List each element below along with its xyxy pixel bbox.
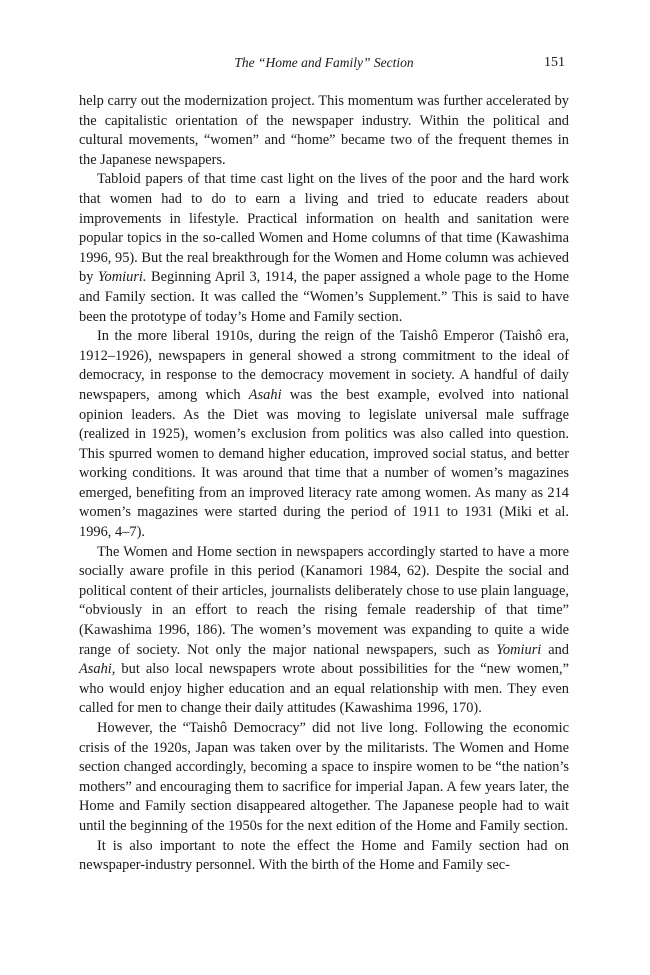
paragraph-text: However, the “Taishô Democracy” did not live long. Following the economic crisis of the 1920s, Japan was taken over by the militarists. The Women and Home section changed accordingly, becoming a space to inspire women to be “the nation’s mothers” and encouraging them to sacrifice for imperial Japan. A few years later, the Home and Family section disappeared altogether. The Japanese people had to wait until the beginning of the 1950s for the next edition of the Home and Family section. [79,720,569,834]
italic-text: Yomiuri [496,641,542,658]
paragraph [79,543,569,719]
paragraph-text: but also local newspapers wrote about possibilities for the “new women,” who would enjoy higher education and an equal relationship with men. They even called for men to change their daily attitudes (Kawashima 1996, 170). [79,661,569,717]
page-number: 151 [544,55,565,70]
paragraph-text: Beginning April 3, 1914, the paper assigned a whole page to the Home and Family section. It was called the “Women’s Supplement.” This is said to have been the prototype of today’s Home and Family section. [79,269,569,325]
running-title: The “Home and Family” Section [234,55,414,70]
paragraph-text: help carry out the modernization project. This momentum was further accelerated by the capitalistic orientation of the newspaper industry. Within the political and cultural movements, “women” and “home” became two of the frequent themes in the Japanese newspapers. [79,93,569,168]
paragraph-text: Tabloid papers of that time cast light on the lives of the poor and the hard work that women had to do to earn a living and tried to educate readers about improvements in lifestyle. Practical information on health and sanitation were popular topics in the so-called Women and Home columns of that time (Kawashima 1996, 95). But the real breakthrough for the Women and Home column was achieved by [79,171,569,286]
paragraph [79,719,569,837]
body-text [79,92,569,876]
italic-text: Yomiuri. [97,269,147,286]
paragraph [79,170,569,327]
paragraph [79,327,569,543]
paragraph-text: and [541,641,569,658]
paragraph-text: It is also important to note the effect the Home and Family section had on newspaper-industry personnel. With the birth of the Home and Family sec- [79,837,569,874]
paragraph-text: was the best example, evolved into national opinion leaders. As the Diet was moving to legislate universal male suffrage (realized in 1925), women’s exclusion from politics was also called into question. This spurred women to demand higher education, improved social status, and better working conditions. It was around that time that a number of women’s magazines emerged, benefiting from an improved literacy rate among women. As many as 214 women’s magazines were started during the period of 1911 to 1931 (Miki et al. 1996, 4–7). [79,386,569,541]
italic-text: Asahi, [79,661,116,678]
paragraph [79,92,569,170]
paragraph [79,837,569,876]
paragraph-text: In the more liberal 1910s, during the reign of the Taishô Emperor (Taishô era, 1912–1926), newspapers in general showed a strong commitment to the ideal of democracy, in response to the democracy movement in society. A handful of daily newspapers, among which [79,328,569,403]
running-head [79,52,569,74]
italic-text: Asahi [248,386,282,403]
paragraph-text: The Women and Home section in newspapers accordingly started to have a more socially aware profile in this period (Kanamori 1984, 62). Despite the social and political content of their articles, journalists deliberately chose to use plain language, “obviously in an effort to reach the rising female readership of that time” (Kawashima 1996, 186). The women’s movement was expanding to quite a wide range of society. Not only the major national newspapers, such as [79,543,569,658]
